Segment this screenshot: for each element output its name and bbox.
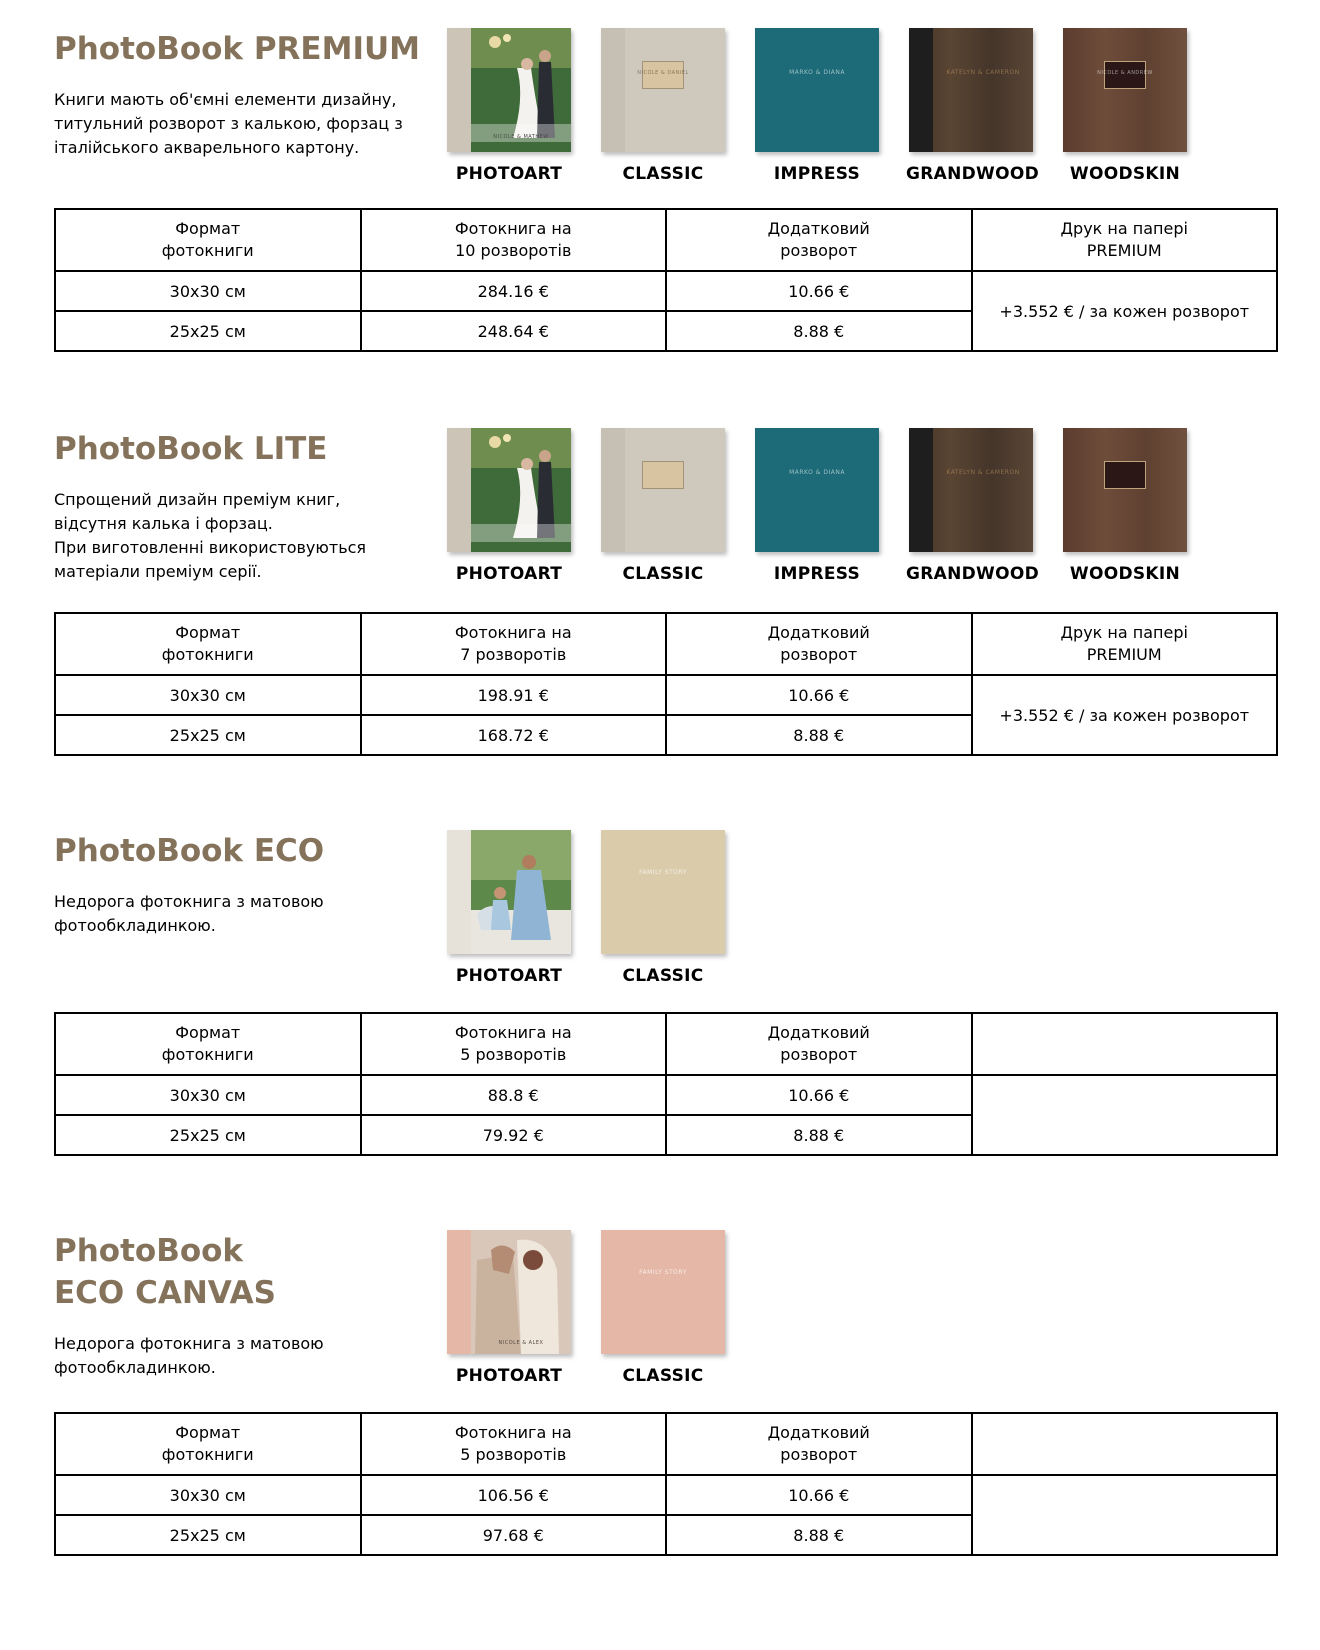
format-cell: 25х25 см xyxy=(55,1115,361,1155)
cover-spine xyxy=(601,428,625,552)
description-line: італійського акварельного картону. xyxy=(54,138,360,157)
table-header-cell: Фотокнига на 10 розворотів xyxy=(361,209,667,271)
description-line: Недорога фотокнига з матовою xyxy=(54,892,324,911)
extra-spread-cell: 8.88 € xyxy=(666,715,972,755)
table-header-cell: Додатковий розворот xyxy=(666,209,972,271)
brown-wood-cover-image xyxy=(1063,28,1187,152)
table-header-row xyxy=(55,613,1277,675)
price-cell: 97.68 € xyxy=(361,1515,667,1555)
cover-names: MARKO & DIANA xyxy=(789,69,845,76)
description-line: відсутня калька і форзац. xyxy=(54,514,273,533)
grey-linen-cover-image xyxy=(601,28,725,152)
cover-label: GRANDWOOD xyxy=(906,564,1040,584)
cover-label: CLASSIC xyxy=(622,564,704,584)
cover-name-plate xyxy=(1104,461,1146,489)
section-title: PhotoBook LITE xyxy=(54,431,328,467)
format-cell: 30х30 см xyxy=(55,1475,361,1515)
wedding-photo-illustration xyxy=(447,428,571,552)
description-line: Недорога фотокнига з матовою xyxy=(54,1334,324,1353)
wedding-photo-cover-image xyxy=(447,428,571,552)
cover-label: PHOTOART xyxy=(455,966,563,986)
cover-names: FAMILY STORY xyxy=(639,1269,687,1276)
description-line: фотообкладинкою. xyxy=(54,916,216,935)
extra-spread-cell: 8.88 € xyxy=(666,1515,972,1555)
description-line: Спрощений дизайн преміум книг, xyxy=(54,490,341,509)
beige-cover-image xyxy=(601,830,725,954)
table-header-cell: Формат фотокниги xyxy=(55,613,361,675)
cover-names: MARKO & DIANA xyxy=(789,469,845,476)
table-header-cell: Друк на папері PREMIUM xyxy=(972,613,1278,675)
table-header-row xyxy=(55,1413,1277,1475)
table-header-cell: Формат фотокниги xyxy=(55,1413,361,1475)
cover-woodskin[interactable] xyxy=(1060,428,1190,584)
cover-label: WOODSKIN xyxy=(1069,164,1181,184)
description-line: Книги мають об'ємні елементи дизайну, xyxy=(54,90,397,109)
premium-paper-cell xyxy=(972,1075,1278,1155)
section-title: PhotoBook PREMIUM xyxy=(54,31,421,67)
cover-spine xyxy=(909,28,933,152)
section-title: PhotoBook ECO CANVAS xyxy=(54,1233,276,1311)
cover-photoart[interactable] xyxy=(444,28,574,184)
price-cell: 248.64 € xyxy=(361,311,667,351)
table-header-row xyxy=(55,209,1277,271)
cover-spine xyxy=(601,28,625,152)
price-cell: 88.8 € xyxy=(361,1075,667,1115)
table-row xyxy=(55,1075,1277,1115)
cover-names: NICOLE & MATHEW xyxy=(493,134,549,140)
family-photo-cover-image xyxy=(447,830,571,954)
description-line: При виготовленні використовуються xyxy=(54,538,367,557)
price-cell: 106.56 € xyxy=(361,1475,667,1515)
extra-spread-cell: 10.66 € xyxy=(666,675,972,715)
cover-grandwood[interactable] xyxy=(906,428,1040,584)
couple-photo-cover-image xyxy=(447,1230,571,1354)
brown-wood-cover-image xyxy=(1063,428,1187,552)
table-row xyxy=(55,1475,1277,1515)
cover-spine xyxy=(909,428,933,552)
table-header-cell: Фотокнига на 5 розворотів xyxy=(361,1413,667,1475)
table-header-cell xyxy=(972,1013,1278,1075)
cover-label: WOODSKIN xyxy=(1069,564,1181,584)
teal-cover-image xyxy=(755,28,879,152)
wedding-photo-cover-image xyxy=(447,28,571,152)
table-row xyxy=(55,675,1277,715)
cover-impress[interactable] xyxy=(752,28,882,184)
grey-linen-cover-image xyxy=(601,428,725,552)
table-header-cell: Формат фотокниги xyxy=(55,1013,361,1075)
premium-paper-cell xyxy=(972,1475,1278,1555)
premium-paper-cell: +3.552 € / за кожен розворот xyxy=(972,271,1278,351)
cover-name-plate xyxy=(642,461,684,489)
section-description xyxy=(54,1332,434,1380)
cover-label: IMPRESS xyxy=(773,164,861,184)
extra-spread-cell: 10.66 € xyxy=(666,1075,972,1115)
format-cell: 25х25 см xyxy=(55,311,361,351)
section-description xyxy=(54,890,434,938)
cover-names: FAMILY STORY xyxy=(639,869,687,876)
table-header-row xyxy=(55,1013,1277,1075)
description-line: матеріали преміум серії. xyxy=(54,562,262,581)
cover-grandwood[interactable] xyxy=(906,28,1040,184)
cover-photoart[interactable] xyxy=(444,428,574,584)
extra-spread-cell: 10.66 € xyxy=(666,271,972,311)
cover-label: PHOTOART xyxy=(455,564,563,584)
section-title: PhotoBook ECO xyxy=(54,833,325,869)
cover-photoart[interactable] xyxy=(444,1230,574,1386)
format-cell: 25х25 см xyxy=(55,715,361,755)
table-header-cell: Додатковий розворот xyxy=(666,1013,972,1075)
table-header-cell: Фотокнига на 7 розворотів xyxy=(361,613,667,675)
cover-names: NICOLE & DANIEL xyxy=(637,70,689,76)
description-line: титульний розворот з калькою, форзац з xyxy=(54,114,403,133)
price-table xyxy=(54,612,1278,756)
premium-paper-cell: +3.552 € / за кожен розворот xyxy=(972,675,1278,755)
extra-spread-cell: 10.66 € xyxy=(666,1475,972,1515)
price-cell: 284.16 € xyxy=(361,271,667,311)
table-header-cell: Додатковий розворот xyxy=(666,613,972,675)
cover-label: GRANDWOOD xyxy=(906,164,1040,184)
price-table xyxy=(54,1412,1278,1556)
dark-wood-cover-image xyxy=(909,428,1033,552)
format-cell: 30х30 см xyxy=(55,675,361,715)
cover-classic[interactable] xyxy=(598,830,728,986)
cover-names: NICOLE & ALEX xyxy=(498,1340,544,1346)
format-cell: 25х25 см xyxy=(55,1515,361,1555)
extra-spread-cell: 8.88 € xyxy=(666,1115,972,1155)
table-header-cell: Формат фотокниги xyxy=(55,209,361,271)
table-row xyxy=(55,271,1277,311)
cover-photoart[interactable] xyxy=(444,830,574,986)
format-cell: 30х30 см xyxy=(55,1075,361,1115)
price-cell: 168.72 € xyxy=(361,715,667,755)
cover-label: IMPRESS xyxy=(773,564,861,584)
table-header-cell: Друк на папері PREMIUM xyxy=(972,209,1278,271)
section-description xyxy=(54,488,434,584)
price-table xyxy=(54,208,1278,352)
family-photo-illustration xyxy=(447,830,571,954)
cover-label: PHOTOART xyxy=(455,164,563,184)
price-table xyxy=(54,1012,1278,1156)
couple-photo-illustration xyxy=(447,1230,571,1354)
cover-names: KATELYN & CAMERON xyxy=(946,69,1020,76)
format-cell: 30х30 см xyxy=(55,271,361,311)
cover-label: CLASSIC xyxy=(622,966,704,986)
price-cell: 198.91 € xyxy=(361,675,667,715)
teal-cover-image xyxy=(755,428,879,552)
table-header-cell: Фотокнига на 5 розворотів xyxy=(361,1013,667,1075)
price-cell: 79.92 € xyxy=(361,1115,667,1155)
dark-wood-cover-image xyxy=(909,28,1033,152)
cover-classic[interactable] xyxy=(598,1230,728,1386)
extra-spread-cell: 8.88 € xyxy=(666,311,972,351)
cover-names: NICOLE & ANDREW xyxy=(1097,70,1153,76)
cover-label: PHOTOART xyxy=(455,1366,563,1386)
cover-label: CLASSIC xyxy=(622,164,704,184)
cover-label: CLASSIC xyxy=(622,1366,704,1386)
table-header-cell: Додатковий розворот xyxy=(666,1413,972,1475)
table-header-cell xyxy=(972,1413,1278,1475)
cover-woodskin[interactable] xyxy=(1060,28,1190,184)
pink-cover-image xyxy=(601,1230,725,1354)
cover-classic[interactable] xyxy=(598,428,728,584)
cover-impress[interactable] xyxy=(752,428,882,584)
cover-names: KATELYN & CAMERON xyxy=(946,469,1020,476)
section-description xyxy=(54,88,434,160)
cover-classic[interactable] xyxy=(598,28,728,184)
description-line: фотообкладинкою. xyxy=(54,1358,216,1377)
